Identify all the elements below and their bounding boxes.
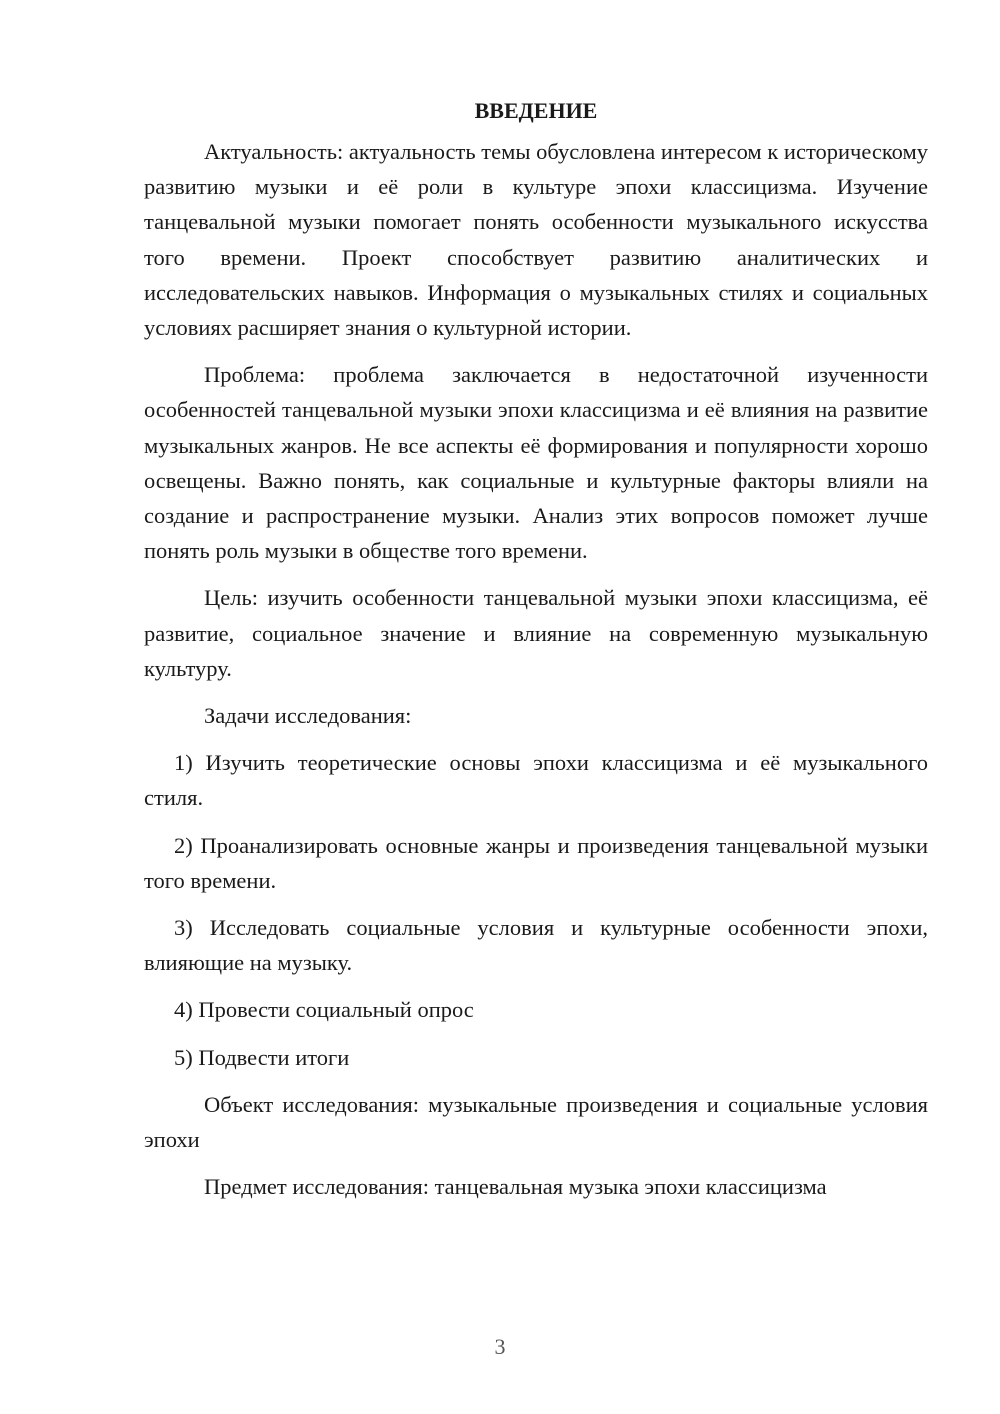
section-heading: ВВЕДЕНИЕ [474,98,598,123]
problem-paragraph: Проблема: проблема заключается в недостаточной изученности особенностей танцевальной музыки эпохи классицизма и её влияния на развитие музыкальных жанров. Не все аспекты её формирования и популярности хорошо освещены. Важно понять, как социальные и культурные факторы влияли на создание и распространение музыки. Анализ этих вопросов поможет лучше понять роль музыки в обществе того времени. [144,362,928,564]
page-number: 3 [494,1334,506,1359]
goal-paragraph: Цель: изучить особенности танцевальной музыки эпохи классицизма, её развитие, социальное значение и влияние на современную музыкальную культуру. [144,585,928,681]
task-item: 4) Провести социальный опрос [174,997,474,1023]
task-item: 1) Изучить теоретические основы эпохи классицизма и её музыкального стиля. [144,750,928,811]
relevance-paragraph: Актуальность: актуальность темы обусловлена интересом к историческому развитию музыки и её роли в культуре эпохи классицизма. Изучение танцевальной музыки помогает понять особенности музыкального искусства того времени. Проект способствует развитию аналитических и исследовательских навыков. Информация о музыкальных стилях и социальных условиях расширяет знания о культурной истории. [144,139,928,341]
task-item: 5) Подвести итоги [174,1044,350,1070]
object-paragraph: Объект исследования: музыкальные произведения и социальные условия эпохи [144,1091,928,1153]
task-item: 2) Проанализировать основные жанры и произведения танцевальной музыки того времени. [144,832,928,893]
subject-paragraph: Предмет исследования: танцевальная музыка эпохи классицизма [204,1174,827,1200]
page-content [144,96,928,1204]
task-item: 3) Исследовать социальные условия и культурные особенности эпохи, влияющие на музыку. [144,915,928,976]
tasks-title: Задачи исследования: [204,703,412,729]
tasks-list [144,745,928,1075]
